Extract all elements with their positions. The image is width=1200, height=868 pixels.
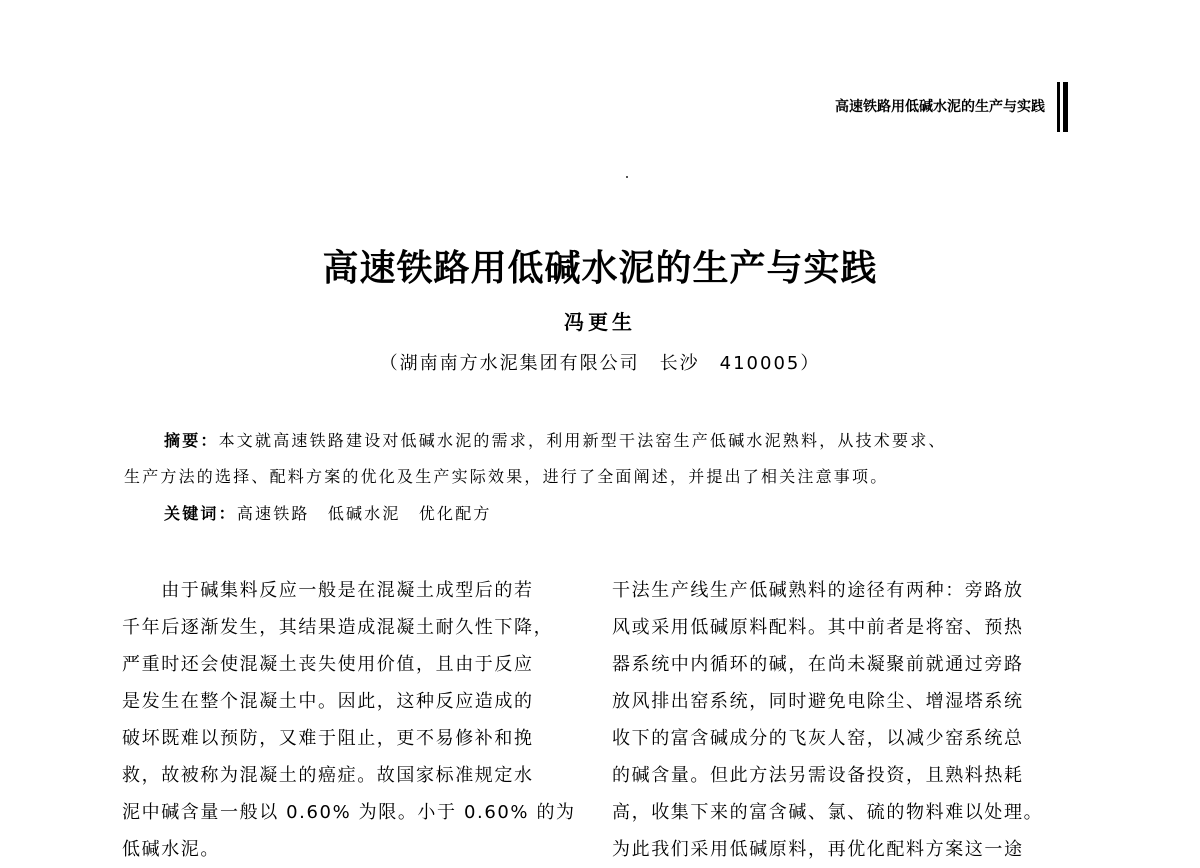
paragraph-line: 高，收集下来的富含碱、氯、硫的物料难以处理。: [612, 802, 1044, 823]
running-head: 高速铁路用低碱水泥的生产与实践: [835, 99, 1045, 115]
paragraph-line: 收下的富含碱成分的飞灰人窑，以减少窑系统总: [612, 728, 1024, 749]
paragraph-line: 为此我们采用低碱原料，再优化配料方案这一途: [612, 839, 1024, 860]
keywords-label: 关键词：: [164, 504, 237, 523]
affiliation: （湖南南方水泥集团有限公司 长沙 410005）: [379, 353, 821, 374]
scan-speck: [626, 176, 628, 178]
abstract-label: 摘要：: [164, 431, 219, 450]
paragraph-line: 干法生产线生产低碱熟料的途径有两种：旁路放: [612, 580, 1024, 601]
paragraph-line: 救，故被称为混凝土的癌症。故国家标准规定水: [122, 765, 534, 786]
right-column: [612, 572, 1043, 868]
header-rule-thick: [1063, 82, 1068, 132]
paragraph-line: 的碱含量。但此方法另需设备投资，且熟料热耗: [612, 765, 1024, 786]
paragraph-line: 低碱水泥。: [122, 839, 220, 860]
abstract-text-1: 本文就高速铁路建设对低碱水泥的需求，利用新型干法窑生产低碱水泥熟料，从技术要求、: [218, 431, 947, 450]
author: 冯更生: [564, 310, 636, 334]
abstract-text-2: 生产方法的选择、配料方案的优化及生产实际效果，进行了全面阐述，并提出了相关注意事项。: [124, 467, 889, 486]
paragraph-line: 是发生在整个混凝土中。因此，这种反应造成的: [122, 691, 534, 712]
paragraph-line: 千年后逐渐发生，其结果造成混凝土耐久性下降，: [122, 617, 554, 638]
abstract-line-1: [164, 428, 947, 451]
paragraph-line: 由于碱集料反应一般是在混凝土成型后的若: [122, 580, 534, 601]
paragraph-line: 破坏既难以预防，又难于阻止，更不易修补和挽: [122, 728, 534, 749]
paragraph-line: 风或采用低碱原料配料。其中前者是将窑、预热: [612, 617, 1024, 638]
paragraph-line: 泥中碱含量一般以 0.60% 为限。小于 0.60% 的为: [122, 802, 576, 823]
header-rule: [1057, 82, 1060, 132]
paragraph-line: 严重时还会使混凝土丧失使用价值，且由于反应: [122, 654, 534, 675]
paragraph-line: 器系统中内循环的碱，在尚未凝聚前就通过旁路: [612, 654, 1024, 675]
left-column: [122, 572, 576, 868]
keywords-line: [164, 501, 492, 524]
page-title: 高速铁路用低碱水泥的生产与实践: [322, 248, 878, 289]
paragraph-line: 放风排出窑系统，同时避免电除尘、增湿塔系统: [612, 691, 1024, 712]
keywords-text: 高速铁路 低碱水泥 优化配方: [236, 504, 492, 523]
